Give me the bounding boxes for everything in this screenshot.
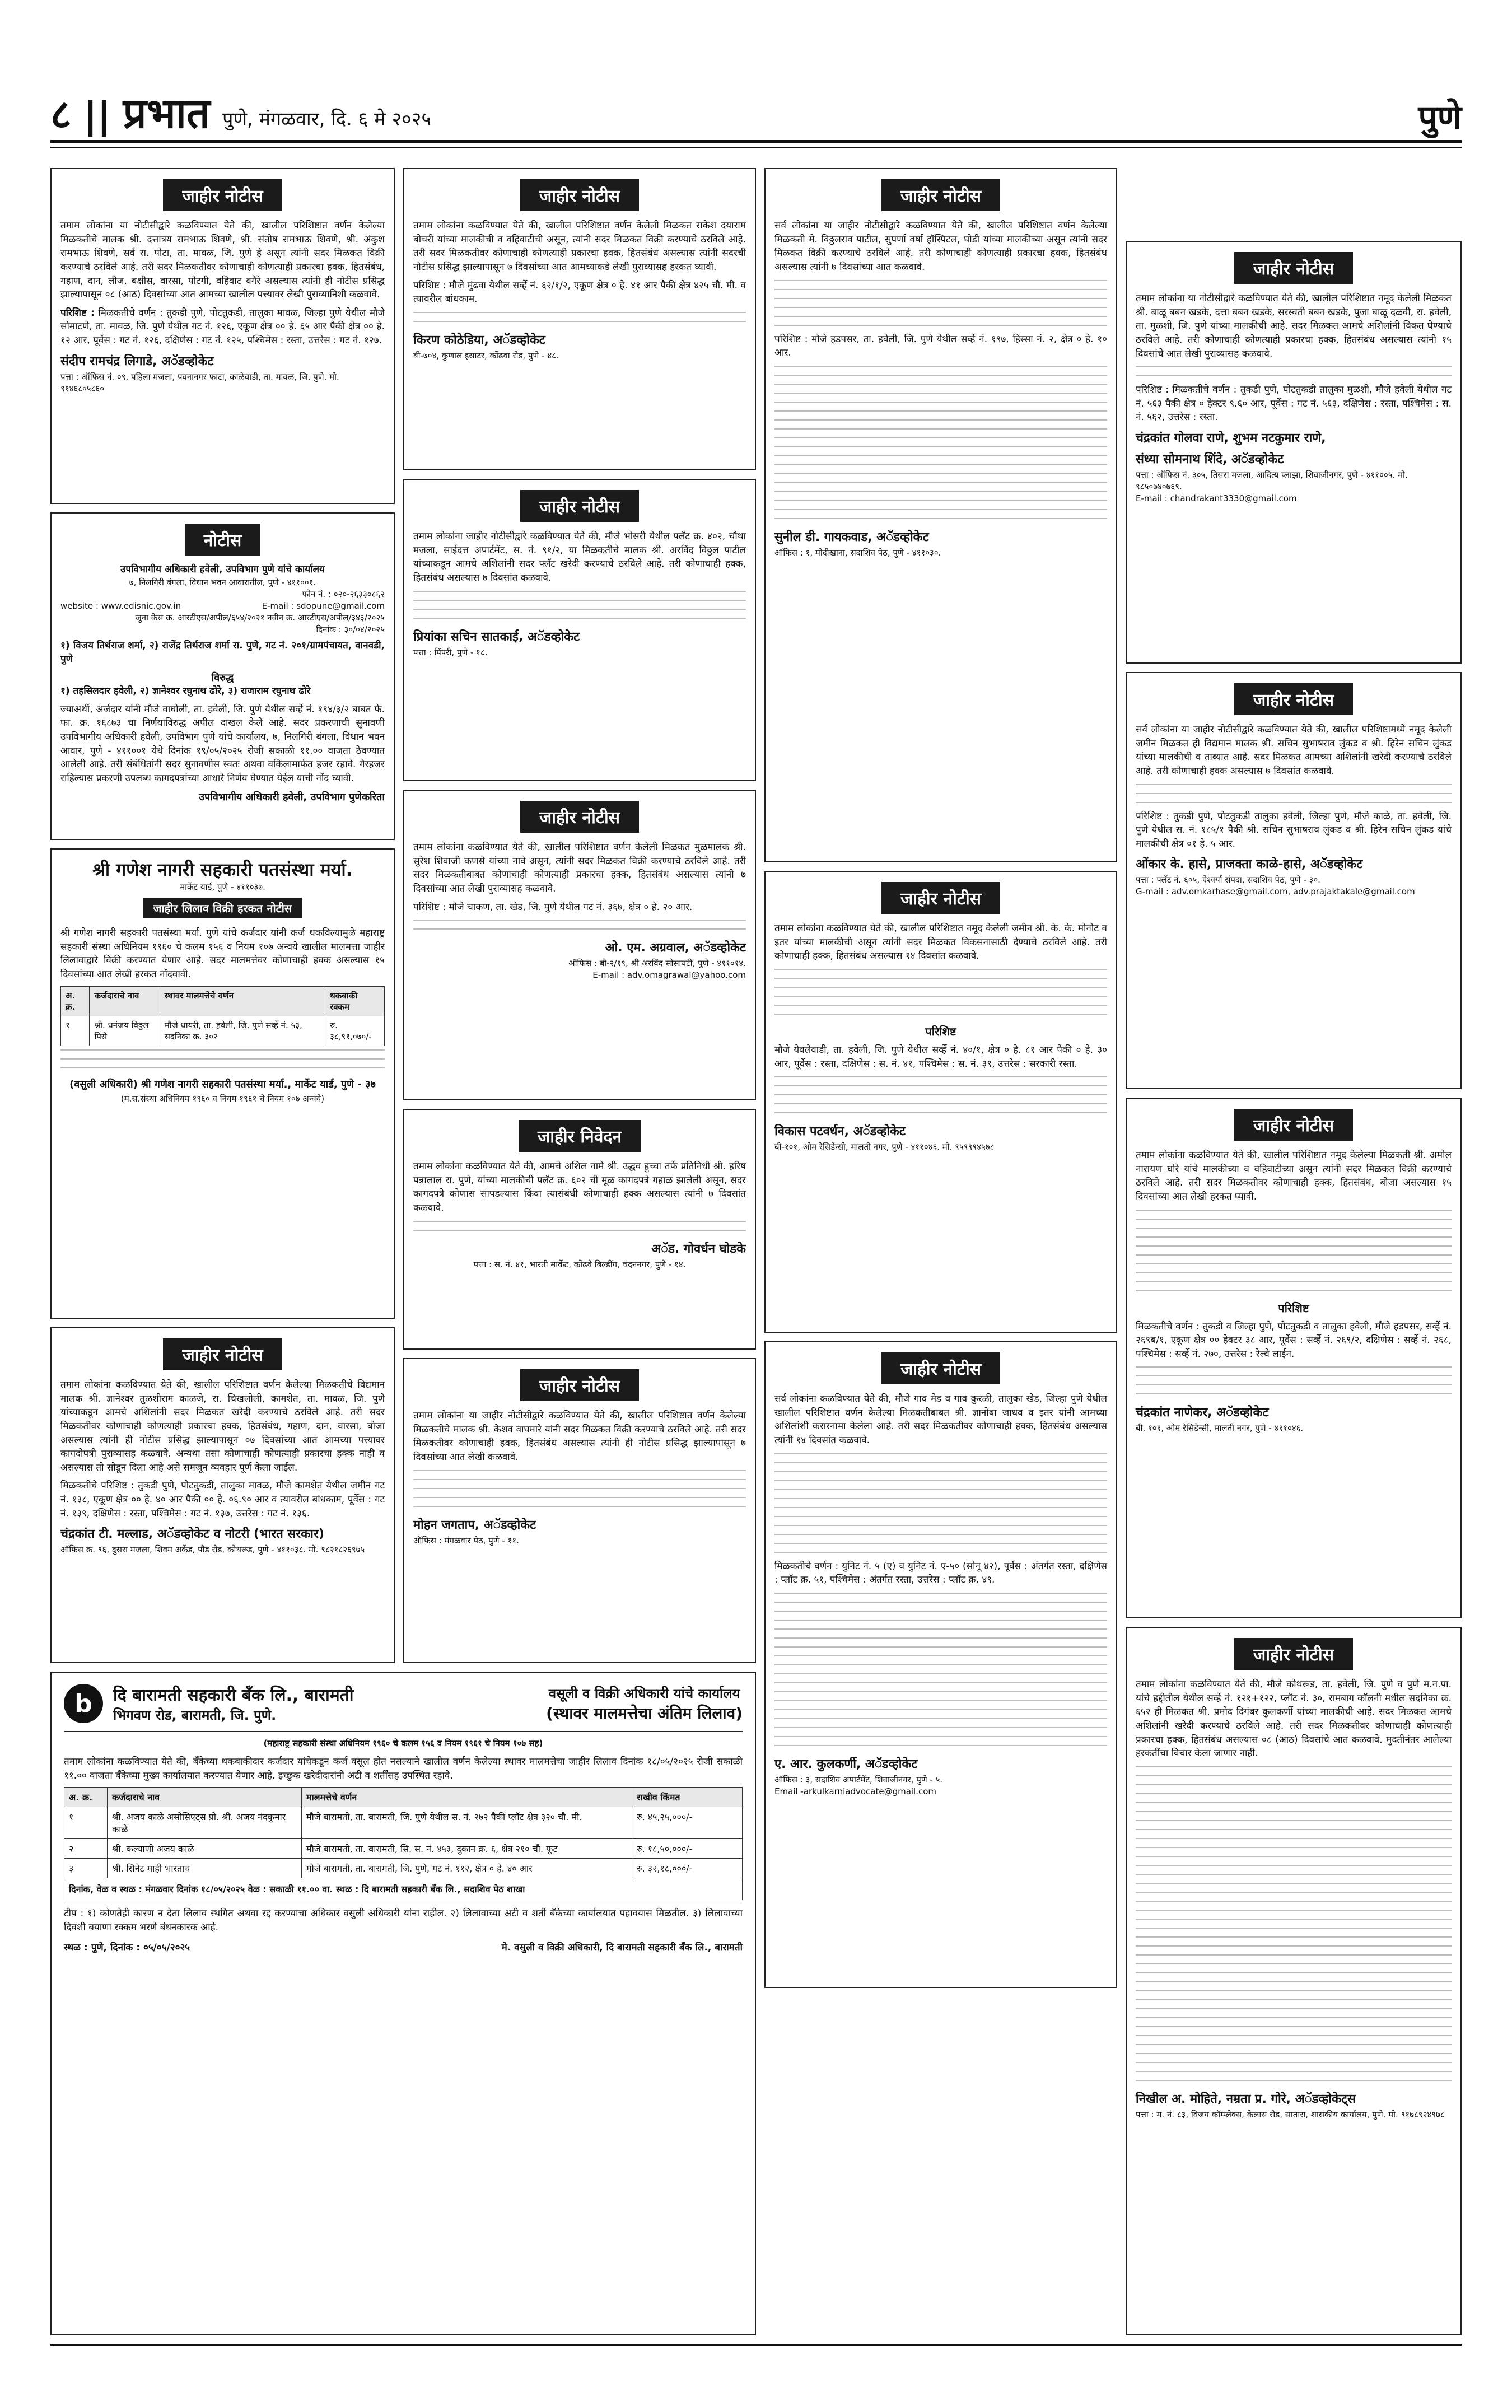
table-header: स्थावर मालमत्तेचे वर्णन (160, 986, 325, 1016)
notice-heading: जाहीर नोटीस (520, 1369, 639, 1401)
signer-address: ऑफिस क्र. ९६, दुसरा मजला, शिवम अर्केड, पौड रोड, कोथरूड, पुणे - ४११०३८. मो. ९८२१८२६९७५ (60, 1544, 365, 1555)
notice-body: तमाम लोकांना जाहीर नोटीसीद्वारे कळविण्यात येते की, मौजे भोसरी येथील फ्लॅट क्र. ४०२, चौथा मजला, साईदत्त अपार्टमेंट, स. नं. ९१/२, या मिळकतीचे मालक श्री. अरविंद विठ्ठल पाटील यांच्याकडून आमचे अशिलांनी सदर फ्लॅट खरेदी करण्याचे ठरविले आहे. तरी कोणाचाही हक्क, हितसंबंध असल्यास ७ दिवसांत कळवावे. (413, 531, 746, 584)
page-number: ८ (50, 91, 72, 138)
notice-11 (764, 871, 1117, 1333)
signer-address: बी. १०१, ओम रेसिडेन्सी, मालती नगर, पुणे - ४११०४६. (1136, 1423, 1304, 1434)
bank-address: भिगवण रोड, बारामती, जि. पुणे. (113, 1707, 277, 1723)
notice-heading: जाहीर नोटीस (881, 882, 1000, 914)
signer-email: Email -arkulkarniadvocate@gmail.com (774, 1786, 937, 1796)
signer: मे. वसुली व विक्री अधिकारी, दि बारामती सहकारी बँक लि., बारामती (501, 1942, 743, 1953)
auction-subheading: जाहीर लिलाव विक्री हरकत नोटीस (143, 898, 302, 918)
notice-body: तमाम लोकांना कळविण्यात येते की, खालील परिशिष्टात वर्णन केलेल्या मिळकतीचे विद्यमान मालक श्री. ज्ञानेश्वर तुळशीराम काळजे, रा. चिखलोली, कामशेत, ता. मावळ, जि. पुणे यांच्याकडून आमचे अशिलांनी सदर मिळकत खरेदी करण्याचे ठरविले आहे. तरी सदर मिळकतीवर कोणाचाही कोणत्याही प्रकारचा हक्क, हितसंबंध, गहाण, दान, वारसा, बोजा असल्यास त्यांनी ही नोटीस प्रसिद्ध झाल्यापासून ०७ दिवसांच्या आत आमच्या पत्त्यावर कागदोपत्री पुराव्यासह कळवावे. अन्यथा तसा कोणाचाही कोणत्याही प्रकारचा हक्क नाही व असल्यास तो सोडून दिला आहे असे समजून व्यवहार पूर्ण केला जाईल. (60, 1379, 385, 1473)
notice-heading: जाहीर नोटीस (1234, 683, 1353, 715)
auction-table (64, 1787, 743, 1878)
notice-15 (1126, 1098, 1462, 1618)
notice-body: श्री गणेश नागरी सहकारी पतसंस्था मर्या. पुणे यांचे कर्जदार यांनी कर्ज थकविल्यामुळे महाराष्ट्र सहकारी संस्था अधिनियम १९६० चे कलम १५६ व नियम १०७ अन्वये खालील मालमत्ता जाहीर लिलावाद्वारे विक्री करण्यात येणार आहे. सदर मालमत्तेवर कोणाचाही हक्क असल्यास १५ दिवसांच्या आत लेखी हरकत नोंदवावी. (60, 927, 385, 980)
notice-body: तमाम लोकांना कळविण्यात येते की, बँकेच्या थकबाकीदार कर्जदार यांचेकडून कर्ज वसूल होत नसल्याने खालील वर्णन केलेल्या स्थावर मालमत्तेचा जाहीर लिलाव दिनांक १८/०५/२०२५ रोजी सकाळी ११.०० वाजता बँकेच्या मुख्य कार्यालयात करण्यात येणार आहे. इच्छुक खरेदीदारांनी अटी व शर्तींसह उपस्थित रहावे. (64, 1756, 743, 1781)
auction-type: (स्थावर मालमत्तेचा अंतिम लिलाव) (546, 1704, 743, 1723)
notice-10 (764, 168, 1117, 862)
signer: निखील अ. मोहिते, नम्रता प्र. गोरे, अॅडव्होकेट्स (1136, 2092, 1356, 2106)
versus: विरुद्ध (211, 672, 234, 684)
signer: ओ. एम. अग्रवाल, अॅडव्होकेट (605, 941, 746, 955)
notice-heading: जाहीर नोटीस (1234, 252, 1353, 284)
schedule-text: परिशिष्ट : मिळकतीचे वर्णन : तुकडी पुणे, पोटतुकडी तालुका मुळशी, मौजे हवेली येथील गट नं. ५६३ पैकी क्षेत्र ० हेक्टर ९.६० आर, पूर्वेस : गट नं. ५६३, दक्षिणेस : रस्ता, पश्चिमेस : स. नं. ५६२, उत्तरेस : रस्ता. (1136, 384, 1452, 423)
notice-body: तमाम लोकांना कळविण्यात येते की, खालील परिशिष्टात वर्णन केलेली मिळकत मुळमालक श्री. सुरेश शिवाजी कणसे यांच्या नावे असून, त्यांनी सदर मिळकत विक्री करण्याचे ठरविले आहे. तरी सदर मिळकतीबाबत कोणाचाही कोणत्याही प्रकारचा हक्क, हितसंबंध असल्यास त्यांनी ७ दिवसांच्या आत लेखी पुराव्यासह कळवावे. (413, 842, 746, 894)
schedule-text: परिशिष्ट : मौजे चाकण, ता. खेड, जि. पुणे येथील गट नं. ३६७, क्षेत्र ० हे. २० आर. (413, 901, 693, 913)
signer: विकास पटवर्धन, अॅडव्होकेट (774, 1124, 906, 1139)
table-header: थकबाकी रक्कम (325, 986, 385, 1016)
table-cell: श्री. सिनेट माही भारताच (108, 1859, 302, 1878)
signer-email: E-mail : chandrakant3330@gmail.com (1136, 493, 1297, 504)
masthead-rule-thin (50, 147, 1462, 148)
notice-9 (403, 1358, 756, 1663)
schedule-text: मिळकतीचे परिशिष्ट : तुकडी पुणे, पोटतुकडी, तालुका मावळ, मौजे कामशेत येथील जमीन गट नं. १३८, एकूण क्षेत्र ०० हे. ४० आर पैकी ०० हे. ०६.९० आर व त्यावरील बांधकाम, पूर्वेस : गट नं. १३९, दक्षिणेस : रस्ता, पश्चिमेस : गट नं. १३७, उत्तरेस : गट नं. १३६. (60, 1480, 385, 1519)
notice-body: सर्व लोकांना कळविण्यात येते की, मौजे गाव मेड व गाव कुरळी, तालुका खेड, जिल्हा पुणे येथील खालील परिशिष्टात वर्णन केलेल्या मिळकतीबाबत श्री. ज्ञानोबा जाधव व इतर यांनी आमच्या अशिलांशी करारनामा केलेला आहे. तरी सदर मिळकतीवर कोणाचाही हक्क, हितसंबंध असल्यास त्यांनी १४ दिवसांत कळवावे. (774, 1393, 1107, 1446)
auction-date-line: दिनांक, वेळ व स्थळ : मंगळवार दिनांक १८/०५/२०२५ वेळ : सकाळी ११.०० वा. स्थळ : दि बारामती सहकारी बँक लि., सदाशिव पेठ शाखा (64, 1878, 743, 1900)
schedule-text: परिशिष्ट : तुकडी पुणे, पोटतुकडी तालुका हवेली, जिल्हा पुणे, मौजे काळे, ता. हवेली, जि. पुणे येथील स. नं. १८५/१ पैकी श्री. सचिन सुभाषराव लुंकड व श्री. हिरेन सचिन लुंकड यांचे मालकीची क्षेत्र ०१ हे. ५ आर. (1136, 810, 1452, 850)
notice-4 (50, 1327, 395, 1663)
schedule-text: मौजे येवलेवाडी, ता. हवेली, जि. पुणे येथील सर्व्हे नं. ४०/१, क्षेत्र ० हे. ८१ आर पैकी ० हे. ३० आर, पूर्वेस : रस्ता, दक्षिणेस : स. नं. ४१, पश्चिमेस : स. नं. ३९, उत्तरेस : सरकारी रस्ता. (774, 1044, 1107, 1070)
notice-body: तमाम लोकांना या जाहीर नोटीसीद्वारे कळविण्यात येते की, खालील परिशिष्टात वर्णन केलेल्या मिळकतीचे मालक श्री. केशव वाघमारे यांनी सदर मिळकत विक्री करण्याचे ठरविले आहे. तरी सदर मिळकतीवर कोणाचाही हक्क, हितसंबंध असल्यास त्यांनी ही नोटीस प्रसिद्ध झाल्यापासून ७ दिवसांच्या आत लेखी कळवावे. (413, 1410, 746, 1463)
signer: मोहन जगताप, अॅडव्होकेट (413, 1518, 536, 1532)
notice-body: सर्व लोकांना या जाहीर नोटीसीद्वारे कळविण्यात येते की, खालील परिशिष्टामध्ये नमूद केलेली जमीन मिळकत ही विद्यमान मालक श्री. सचिन सुभाषराव लुंकड व श्री. हिरेन सचिन लुंकड यांच्या मालकीची व ताब्यात आहे. सदर मिळकत आमच्या अशिलांनी खरेदी करण्याचे ठरविले आहे. तरी कोणाचाही हक्क असल्यास ७ दिवसांत कळवावे. (1136, 724, 1452, 777)
signer-address: पत्ता : म. नं. ८३, विजय कॉम्प्लेक्स, केलास रोड, सातारा, शासकीय कार्यालय, पुणे. मो. ९१७८९२४९७८ (1136, 2109, 1445, 2120)
masthead-rule (50, 140, 1462, 143)
schedule-title: परिशिष्ट (1278, 1301, 1309, 1315)
table-header: मालमत्तेचे वर्णन (302, 1788, 632, 1807)
auction-notes: टीप : १) कोणतेही कारण न देता लिलाव स्थगित अथवा रद्द करण्याचा अधिकार वसुली अधिकारी यांना राहील. २) लिलावाच्या अटी व शर्ती बँकेच्या कार्यालयात पहावयास मिळतील. ३) लिलावाच्या दिवशी बयाणा रक्कम भरणे बंधनकारक आहे. (64, 1908, 743, 1933)
notice-body: तमाम लोकांना या नोटीसीद्वारे कळविण्यात येते की, खालील परिशिष्टात वर्णन केलेल्या मिळकतीचे मालक श्री. दत्तात्रय रामभाऊ शिवणे, श्री. संतोष रामभाऊ शिवणे, श्री. अंकुश रामभाऊ शिवणे, सर्व रा. पोटा, ता. मावळ, जि. पुणे हे असून त्यांनी सदर मिळकत विक्री करण्याचे ठरविले आहे. तरी सदर मिळकतीवर कोणाचाही कोणत्याही प्रकारचा हक्क, हितसंबंध, गहाण, दान, लीज, बक्षीस, वारसा, पोटगी, वहिवाट वगैरे असल्यास त्यांनी ही नोटीस प्रसिद्ध झाल्यापासून ०८ (आठ) दिवसांच्या आत आमच्या खालील पत्त्यावर लेखी पुराव्यानिशी कळवावे. (60, 220, 385, 301)
signer: चंद्रकांत गोलवा राणे, शुभम नटकुमार राणे, (1136, 431, 1326, 446)
bank-name: दि बारामती सहकारी बँक लि., बारामती (113, 1686, 354, 1705)
masthead-left (50, 90, 432, 138)
office-address: ७, निलगिरी बंगला, विधान भवन आवारातील, पुणे - ४११००१. (129, 577, 316, 587)
signer: (वसुली अधिकारी) श्री गणेश नागरी सहकारी पतसंस्था मर्या., मार्केट यार्ड, पुणे - ३७ (69, 1078, 376, 1090)
signer-address: ऑफिस : ३, सदाशिव अपार्टमेंट, शिवाजीनगर, पुणे - ५. (774, 1774, 943, 1785)
signer: चंद्रकांत टी. मल्लाड, अॅडव्होकेट व नोटरी (भारत सरकार) (60, 1527, 324, 1542)
office-phone: फोन नं. : ०२०-२६३३०८६२ (302, 589, 385, 599)
schedule-text: परिशिष्ट : मौजे हडपसर, ता. हवेली, जि. पुणे येथील सर्व्हे नं. १९७, हिस्सा नं. २, क्षेत्र ० हे. १० आर. (774, 333, 1107, 359)
table-cell: मौजे बारामती, ता. बारामती, जि. पुणे, गट नं. ११२, क्षेत्र ० हे. ४० आर (302, 1859, 632, 1878)
notice-body: तमाम लोकांना कळविण्यात येते की, आमचे अशिल नामे श्री. उद्धव हुच्चा तर्फे प्रतिनिधी श्री. हरिष पन्नालाल रा. पुणे, यांच्या मालकीची फ्लॅट क्र. ६०२ ची मूळ कागदपत्रे गहाळ झालेली असून, सदर कागदपत्रे कोणास सापडल्यास किंवा त्यासंबंधी कोणाचाही हक्क असल्यास त्यांनी ७ दिवसांत कळवावे. (413, 1161, 746, 1214)
table-row (64, 1807, 743, 1839)
signer-address: ऑफिस : १, मोदीखाना, सदाशिव पेठ, पुणे - ४११०३०. (774, 547, 941, 558)
case-number: जुना केस क्र. आरटीएस/अपील/६५४/२०२१ नवीन क्र. आरटीएस/अपील/३४३/२०२५ (135, 612, 385, 623)
table-row (64, 1859, 743, 1878)
office-name: उपविभागीय अधिकारी हवेली, उपविभाग पुणे यांचे कार्यालय (120, 564, 325, 575)
notice-12 (764, 1341, 1117, 1988)
notice-6 (403, 479, 756, 781)
schedule-text: परिशिष्ट : मौजे मुंढवा येथील सर्व्हे नं. ६२/१/२, एकूण क्षेत्र ० हे. ४१ आर पैकी क्षेत्र ४२५ चौ. मी. व त्यावरील बांधकाम. (413, 279, 746, 305)
notice-heading: नोटीस (185, 524, 261, 556)
notice-13 (1126, 241, 1462, 664)
notice-date: दिनांक : ३०/०४/२०२५ (316, 624, 385, 634)
signer: संदीप रामचंद्र लिगाडे, अॅडव्होकेट (60, 354, 214, 368)
notice-5 (403, 168, 756, 470)
table-cell: मौजे बारामती, ता. बारामती, जि. पुणे येथील स. नं. २७२ पैकी प्लॉट क्षेत्र ३२० चौ. मी. (302, 1807, 632, 1839)
table-row (64, 1839, 743, 1859)
schedule-title: परिशिष्ट (925, 1024, 956, 1038)
parties-b: १) तहसिलदार हवेली, २) ज्ञानेश्वर रघुनाथ ढोरे, ३) राजाराम रघुनाथ ढोरे (60, 685, 311, 697)
notice-body: सर्व लोकांना या जाहीर नोटीसीद्वारे कळविण्यात येते की, खालील परिशिष्टात वर्णन केलेल्या मिळकती मे. विठ्ठलराव पाटील, सुपर्णा वर्षा हॉस्पिटल, घोडी यांच्या मालकीच्या असून त्यांनी सदर मिळकत विक्री करण्याचे ठरविले आहे. तरी कोणाचाही कोणत्याही प्रकारचा हक्क, हितसंबंध असल्यास त्यांनी ७ दिवसांच्या आत कळवावे. (774, 220, 1107, 273)
signer-address: ऑफिस : मंगळवार पेठ, पुणे - ११. (413, 1535, 519, 1546)
footnote: (म.स.संस्था अधिनियम १९६० व नियम १९६१ चे नियम १०७ अन्वये) (120, 1093, 325, 1104)
table-cell: १ (61, 1016, 90, 1046)
notice-1 (50, 168, 395, 504)
notice-heading: जाहीर नोटीस (520, 801, 639, 833)
schedule-title: परिशिष्ट : (60, 307, 95, 319)
signer-email: G-mail : adv.omkarhase@gmail.com, adv.prajaktakale@gmail.com (1136, 886, 1415, 897)
masthead-separator: || (83, 94, 111, 137)
table-header: कर्जदाराचे नाव (108, 1788, 302, 1807)
notice-7 (403, 790, 756, 1100)
table-header: कर्जदाराचे नाव (90, 986, 160, 1016)
table-cell: रु. ४५,२५,०००/- (632, 1807, 743, 1839)
table-header: अ. क्र. (61, 986, 90, 1016)
notice-heading: जाहीर नोटीस (1234, 1638, 1353, 1670)
bank-logo-icon: b (64, 1684, 103, 1723)
signer-address: ऑफिस : बी-२/१९, श्री अरविंद सोसायटी, पुणे - ४११०१४. (568, 958, 746, 969)
notice-body: तमाम लोकांना कळविण्यात येते की, खालील परिशिष्टात नमूद केलेली जमीन श्री. के. के. मोनोट व इतर यांच्या मालकीची असून त्यांनी सदर मिळकत विकसनासाठी देण्याचे ठरविले आहे. तरी कोणाचाही हक्क, हितसंबंध असल्यास १४ दिवसांत कळवावे. (774, 923, 1107, 962)
signer: उपविभागीय अधिकारी हवेली, उपविभाग पुणेकरिता (199, 791, 385, 803)
table-cell: १ (64, 1807, 108, 1839)
table-header: राखीव किंमत (632, 1788, 743, 1807)
table-cell: श्री. अजय काळे असोसिएट्स प्रो. श्री. अजय नंदकुमार काळे (108, 1807, 302, 1839)
parties-a: १) विजय तिर्थराज शर्मा, २) राजेंद्र तिर्थराज शर्मा रा. पुणे, गट नं. २०१/ग्रामपंचायत, वानवडी, पुणे (60, 640, 385, 665)
table-cell: मौजे बारामती, ता. बारामती, सि. स. नं. ४५३, दुकान क्र. ६, क्षेत्र २१० चौ. फूट (302, 1839, 632, 1859)
notice-heading: जाहीर नोटीस (520, 490, 639, 522)
notice-8 (403, 1109, 756, 1350)
signer: ओंकार के. हासे, प्राजक्ता काळे-हासे, अॅडव्होकेट (1136, 857, 1363, 872)
notice-3-patsanstha (50, 848, 395, 1319)
signer-address: पत्ता : फ्लॅट नं. ६०५, ऐश्वर्या संपदा, सदाशिव पेठ, पुणे - ३०. (1136, 875, 1320, 885)
society-title: श्री गणेश नागरी सहकारी पतसंस्था मर्या. (92, 859, 353, 880)
table-cell: रु. १८,५०,०००/- (632, 1839, 743, 1859)
table-cell: रु. ३८,९१,०७०/- (325, 1016, 385, 1046)
schedule-text: मिळकतीचे वर्णन : युनिट नं. ५ (ए) व युनिट नं. ए-५० (सोनू ४२), पूर्वेस : अंतर्गत रस्ता, दक्षिणेस : प्लॉट क्र. ५१, पश्चिमेस : अंतर्गत रस्ता, उत्तरेस : प्लॉट क्र. ४९. (774, 1560, 1107, 1586)
schedule-text: मिळकतीचे वर्णन : तुकडी व जिल्हा पुणे, पोटतुकडी व तालुका हवेली, मौजे हडपसर, सर्व्हे नं. २६९ब/१, एकूण क्षेत्र ०० हेक्टर ३८ आर, पूर्वेस : सर्व्हे नं. २६९/२, दक्षिणेस : सर्व्हे नं. २६८, पश्चिमेस : सर्व्हे नं. २७०, उत्तरेस : रेल्वे लाईन. (1136, 1320, 1452, 1360)
signer: प्रियांका सचिन सातकाई, अॅडव्होकेट (413, 629, 580, 644)
footer-rule (50, 2344, 1462, 2346)
table-cell: मौजे धायरी, ता. हवेली, जि. पुणे सर्व्हे नं. ५३, सदनिका क्र. ३०२ (160, 1016, 325, 1046)
signer-address: बी-७०४, कुणाल इसाटर, कोंढवा रोड, पुणे - ४८. (413, 350, 559, 361)
notice-body: तमाम लोकांना कळविण्यात येते की, खालील परिशिष्टात वर्णन केलेली मिळकत राकेश दयाराम बोचरी यांच्या मालकीची व वहिवाटीची असून, त्यांनी सदर मिळकत विक्री करण्याचे ठरविले आहे. तरी सदर मिळकतीवर कोणाचाही कोणत्याही प्रकारचा हक्क, हितसंबंध असल्यास त्यांनी सदरची नोटीस प्रसिद्ध झाल्यापासून ७ दिवसांच्या आत आमच्याकडे लेखी पुराव्यासह हरकत घ्यावी. (413, 220, 746, 273)
signer-email: E-mail : adv.omagrawal@yahoo.com (592, 970, 746, 981)
signer-address: पत्ता : स. नं. ४१, भारती मार्केट, कोंढवे बिल्डींग, चंदननगर, पुणे - १४. (473, 1259, 686, 1270)
table-cell: ३ (64, 1859, 108, 1878)
place-date: स्थळ : पुणे, दिनांक : ०५/०५/२०२५ (64, 1942, 190, 1953)
recovery-office-title: वसूली व विक्री अधिकारी यांचे कार्यालय (548, 1685, 740, 1701)
notice-16 (1126, 1627, 1462, 2335)
notice-body: ज्याअर्थी, अर्जदार यांनी मौजे वाघोली, ता. हवेली, जि. पुणे येथील सर्व्हे नं. १९४/३/२ बाबत फे. फा. क्र. १६८७३ चा निर्णयाविरुद्ध अपील दाखल केले आहे. सदर प्रकरणाची सुनावणी उपविभागीय अधिकारी हवेली, उपविभाग पुणे यांचे कार्यालय, ७, निलगिरी बंगला, विधान भवन आवार, पुणे - ४११००१ येथे दिनांक १९/०५/२०२५ रोजी सकाळी ११.०० वाजता ठेवण्यात आलेली आहे. तरी संबंधितांनी सदर सुनावणीस स्वतः अथवा वकिलामार्फत हजर रहावे. गैरहजर राहिल्यास प्रकरणी उपलब्ध कागदपत्रांच्या आधारे निर्णय घेण्यात येईल याची नोंद घ्यावी. (60, 703, 385, 784)
table-row (61, 1016, 385, 1046)
notice-14 (1126, 672, 1462, 1089)
notice-body: तमाम लोकांना या नोटीसीद्वारे कळविण्यात येते की, खालील परिशिष्टात नमूद केलेली मिळकत श्री. बाळू बबन खडके, दत्ता बबन खडके, सरस्वती बबन खडके, पुजा बाळू दळवी, रा. हवेली, ता. मुळशी, जि. पुणे यांच्या मालकीची आहे. सदर मिळकत आमचे अशिलांनी विकत घेण्याचे ठरविले आहे. तरी कोणाचाही कोणत्याही प्रकारचा हक्क, हितसंबंध असल्यास त्यांनी १५ दिवसांचे आत लेखी पुराव्यासह कळवावे. (1136, 293, 1452, 360)
section-name: पुणे (1418, 98, 1462, 137)
notice-heading: जाहीर नोटीस (163, 179, 282, 211)
signer-address: पत्ता : पिंपरी, पुणे - १८. (413, 647, 488, 657)
signer-address: पत्ता : ऑफिस नं. ३०५, तिसरा मजला, आदित्य प्लाझा, शिवाजीनगर, पुणे - ४११००५. मो. ९८५०७४०७६९. (1136, 470, 1408, 492)
notice-body: तमाम लोकांना कळविण्यात येते की, खालील परिशिष्टात नमूद केलेल्या मिळकती श्री. अमोल नारायण घोरे यांचे मालकीच्या व वहिवाटीच्या असून त्यांनी सदर मिळकत विक्री करण्याचे ठरविले आहे. तरी सदर मिळकतीवर कोणाचाही हक्क, हितसंबंध, बोजा असल्यास १५ दिवसांच्या आत लेखी हरकत घ्यावी. (1136, 1150, 1452, 1202)
table-cell: रु. ३२,१८,०००/- (632, 1859, 743, 1878)
newspaper-brand: प्रभात (123, 90, 211, 138)
signer: अॅड. गोवर्धन घोडके (651, 1242, 746, 1256)
auction-table (60, 986, 385, 1046)
notice-heading: जाहीर नोटीस (881, 179, 1000, 211)
notice-heading: जाहीर नोटीस (163, 1338, 282, 1370)
office-website: website : www.edisnic.gov.in (60, 600, 181, 611)
table-cell: श्री. कल्याणी अजय काळे (108, 1839, 302, 1859)
signer: सुनील डी. गायकवाड, अॅडव्होकेट (774, 530, 929, 544)
signer: चंद्रकांत नाणेकर, अॅडव्होकेट (1136, 1406, 1269, 1420)
signer: ए. आर. कुलकर्णी, अॅडव्होकेट (774, 1757, 918, 1771)
notice-body: तमाम लोकांना कळविण्यात येते की, मौजे कोथरूड, ता. हवेली, जि. पुणे व पुणे म.न.पा. यांचे हद्दीतील येथील सर्व्हे नं. १२१+१२२, प्लॉट नं. ३०, रामबाग कॉलनी मधील सदनिका क्र. ६५२ ही मिळकत श्री. प्रमोद दिगंबर कुलकर्णी यांच्या मालकीची आहे. सदर मिळकत आमचे अशिलांनी खरेदी करण्याचे ठरविले आहे. तरी सदर मिळकतीवर कोणाचाही कोणत्याही प्रकारचा हक्क, हितसंबंध असल्यास ०८ (आठ) दिवसांचे आत कळवावे. मुदतीनंतर आलेल्या हरकतींचा विचार केला जाणार नाही. (1136, 1679, 1452, 1760)
signer: किरण कोठेडिया, अॅडव्होकेट (413, 333, 545, 347)
society-address: मार्केट यार्ड, पुणे - ४११०३७. (180, 882, 265, 892)
notice-heading: जाहीर नोटीस (520, 179, 639, 211)
masthead (50, 84, 1462, 138)
table-cell: श्री. धनंजय विठ्ठल पिसे (90, 1016, 160, 1046)
schedule-text: मिळकतीचे वर्णन : तुकडी पुणे, पोटतुकडी, तालुका मावळ, जिल्हा पुणे येथील मौजे सोमाटणे, ता. मावळ, जि. पुणे येथील गट नं. १२६, एकूण क्षेत्र ०० हे. ६५ आर पैकी क्षेत्र ०० हे. १२ आर, पूर्वेस : गट नं. १२६, दक्षिणेस : गट नं. १२५, पश्चिमेस : रस्ता, उत्तरेस : गट नं. १२७. (60, 307, 385, 347)
office-email: E-mail : sdopune@gmail.com (262, 600, 385, 611)
table-header: अ. क्र. (64, 1788, 108, 1807)
signer-address: बी-१०१, ओम रेसिडेन्सी, मालती नगर, पुणे - ४११०४६. मो. ९५९९९४५७८ (774, 1142, 995, 1152)
notice-heading: जाहीर नोटीस (1234, 1109, 1353, 1141)
notice-2 (50, 512, 395, 840)
signer-address: पत्ता : ऑफिस नं. ०९, पहिला मजला, पवनानगर फाटा, काळेवाडी, ता. मावळ, जि. पुणे. मो. ९१४६८०५८६० (60, 371, 339, 394)
table-cell: २ (64, 1839, 108, 1859)
signer-second: संध्या सोमनाथ शिंदे, अॅडव्होकेट (1136, 452, 1284, 467)
notice-heading: जाहीर निवेदन (519, 1120, 641, 1152)
law-reference: (महाराष्ट्र सहकारी संस्था अधिनियम १९६० चे कलम १५६ व नियम १९६१ चे नियम १०७ सह) (263, 1738, 543, 1748)
notice-heading: जाहीर नोटीस (881, 1352, 1000, 1384)
dateline: पुणे, मंगळवार, दि. ६ मे २०२५ (222, 108, 432, 130)
bank-auction-notice (50, 1672, 756, 2335)
